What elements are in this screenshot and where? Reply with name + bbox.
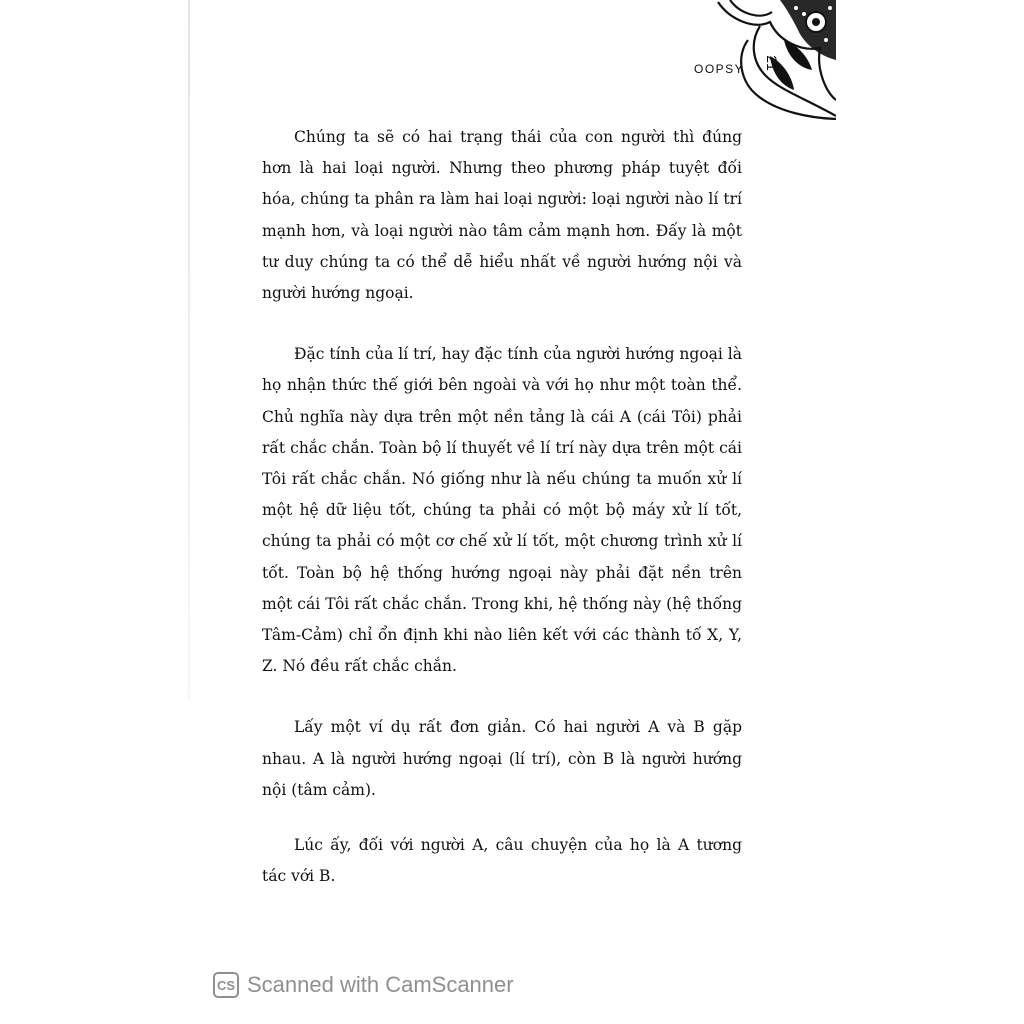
paragraph: Lấy một ví dụ rất đơn giản. Có hai người A và B gặp nhau. A là người hướng ngoại (lí trí), còn B là người hướng nội (tâm cảm). xyxy=(262,718,742,799)
running-title: OOPSY xyxy=(694,62,745,76)
paragraph: Lúc ấy, đối với người A, câu chuyện của họ là A tương tác với B. xyxy=(262,836,742,886)
page-edge xyxy=(188,0,190,700)
paragraph: Chúng ta sẽ có hai trạng thái của con người thì đúng hơn là hai loại người. Nhưng theo phương pháp tuyệt đối hóa, chúng ta phân ra làm hai loại người: loại người nào lí trí mạnh hơn, và loại người nào tâm cảm mạnh hơn. Đấy là một tư duy chúng ta có thể dễ hiểu nhất về người hướng nội và người hướng ngoại. xyxy=(262,128,742,303)
page-number: 21 xyxy=(763,55,780,71)
camscanner-watermark xyxy=(213,972,514,998)
camscanner-logo-icon: CS xyxy=(213,972,239,998)
body-text xyxy=(262,122,742,922)
watermark-text: Scanned with CamScanner xyxy=(247,972,514,997)
paragraph: Đặc tính của lí trí, hay đặc tính của người hướng ngoại là họ nhận thức thế giới bên ngoài và với họ như một toàn thể. Chủ nghĩa này dựa trên một nền tảng là cái A (cái Tôi) phải rất chắc chắn. Toàn bộ lí thuyết về lí trí này dựa trên một cái Tôi rất chắc chắn. Nó giống như là nếu chúng ta muốn xử lí một hệ dữ liệu tốt, chúng ta phải có một bộ máy xử lí tốt, chúng ta phải có một cơ chế xử lí tốt, một chương trình xử lí tốt. Toàn bộ hệ thống hướng ngoại này phải đặt nền trên một cái Tôi rất chắc chắn. Trong khi, hệ thống này (hệ thống Tâm-Cảm) chỉ ổn định khi nào liên kết với các thành tố X, Y, Z. Nó đều rất chắc chắn. xyxy=(262,345,742,676)
